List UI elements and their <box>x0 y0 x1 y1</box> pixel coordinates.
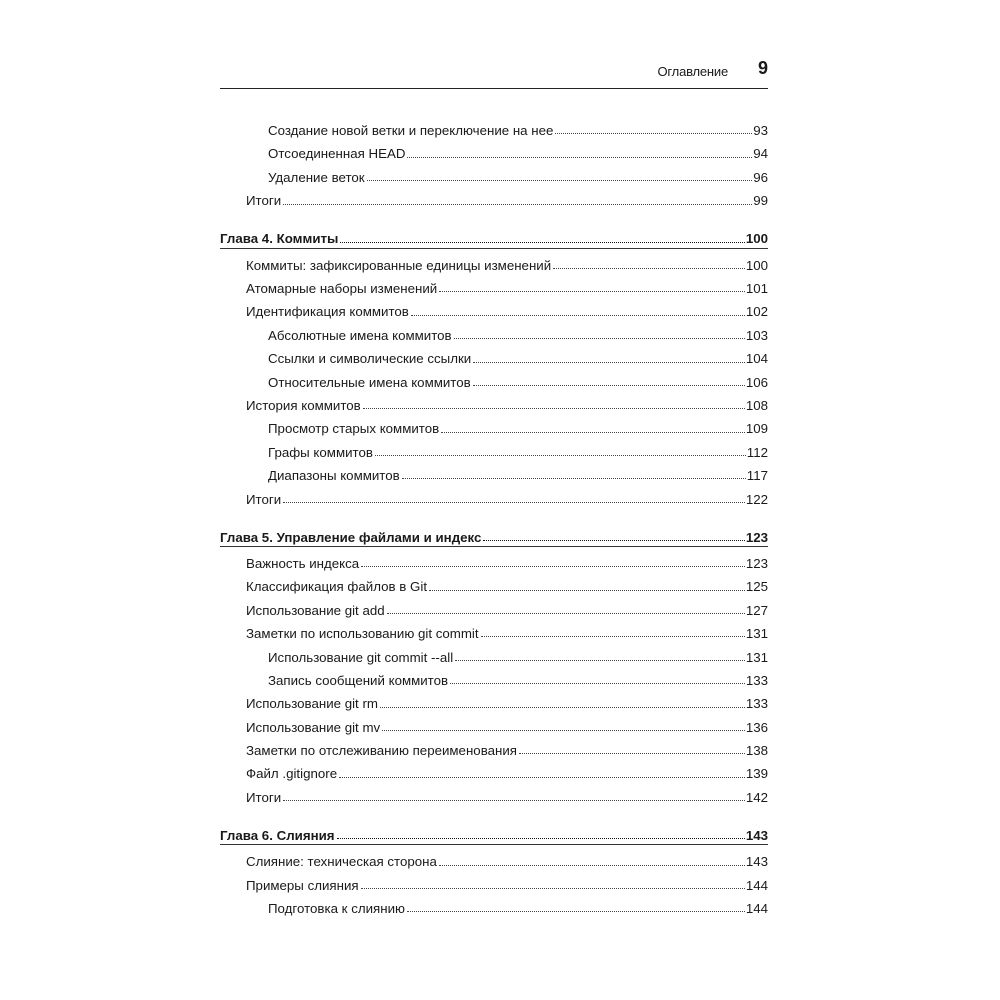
dot-leader <box>407 910 745 912</box>
dot-leader <box>473 361 745 363</box>
toc-entry-title: Итоги <box>246 491 282 507</box>
toc-entry-title: Слияние: техническая сторона <box>246 854 437 870</box>
toc-entry-page: 133 <box>745 672 768 688</box>
toc-entry-page: 93 <box>753 123 768 139</box>
toc-entry[interactable] <box>220 482 768 505</box>
toc-entry-title: Отсоединенная HEAD <box>268 146 406 162</box>
toc-entry-page: 123 <box>745 555 768 571</box>
toc-entry[interactable] <box>220 184 768 207</box>
toc-entry-title: Глава 5. Управление файлами и индекс <box>220 529 482 545</box>
dot-leader <box>553 267 745 269</box>
toc-entry-page: 103 <box>745 327 768 343</box>
toc-entry[interactable] <box>220 366 768 389</box>
dot-leader <box>411 314 745 316</box>
dot-leader <box>402 477 746 479</box>
toc-entry-page: 100 <box>745 231 768 247</box>
toc-entry-page: 100 <box>745 257 768 273</box>
toc-entry[interactable] <box>220 570 768 593</box>
toc-entry[interactable] <box>220 869 768 892</box>
toc-entry[interactable] <box>220 114 768 137</box>
toc-entry-title: Заметки по отслеживанию переименования <box>246 743 517 759</box>
toc-entry-title: Графы коммитов <box>268 444 373 460</box>
toc-entry[interactable] <box>220 640 768 663</box>
toc-entry-title: Файл .gitignore <box>246 766 338 782</box>
toc-entry-page: 133 <box>745 696 768 712</box>
toc-entry[interactable] <box>220 757 768 780</box>
dot-leader <box>380 706 745 708</box>
dot-leader <box>339 776 745 778</box>
toc-entry-title: Классификация файлов в Git <box>246 579 428 595</box>
toc-entry-page: 96 <box>753 169 768 185</box>
toc-entry-title: Использование git rm <box>246 696 378 712</box>
toc-entry-page: 131 <box>745 649 768 665</box>
toc-entry-title: Абсолютные имена коммитов <box>268 327 452 343</box>
dot-leader <box>441 431 745 433</box>
toc-entry-page: 136 <box>745 719 768 735</box>
dot-leader <box>455 659 745 661</box>
toc-entry-page: 123 <box>745 529 768 545</box>
toc-entry[interactable] <box>220 664 768 687</box>
toc-entry-page: 109 <box>745 421 768 437</box>
dot-leader <box>429 589 745 591</box>
toc-chapter[interactable] <box>220 222 768 249</box>
toc-entry-page: 106 <box>745 374 768 390</box>
toc-entry-title: Диапазоны коммитов <box>268 468 400 484</box>
toc-entry-page: 101 <box>745 281 768 297</box>
toc-entry[interactable] <box>220 319 768 342</box>
dot-leader <box>483 539 744 541</box>
toc-entry-title: Примеры слияния <box>246 877 359 893</box>
toc-entry-title: Идентификация коммитов <box>246 304 409 320</box>
dot-leader <box>283 203 752 205</box>
dot-leader <box>439 864 745 866</box>
toc-entry-page: 99 <box>753 193 768 209</box>
dot-leader <box>387 612 745 614</box>
toc-entry[interactable] <box>220 412 768 435</box>
dot-leader <box>439 290 745 292</box>
toc-entry[interactable] <box>220 137 768 160</box>
toc-entry-title: Относительные имена коммитов <box>268 374 471 390</box>
toc-entry-page: 144 <box>745 901 768 917</box>
dot-leader <box>363 407 745 409</box>
toc-entry[interactable] <box>220 161 768 184</box>
page-number: 9 <box>757 58 768 78</box>
toc-entry[interactable] <box>220 342 768 365</box>
dot-leader <box>454 337 745 339</box>
toc-entry-title: Важность индекса <box>246 555 360 571</box>
toc-entry[interactable] <box>220 295 768 318</box>
toc-entry-page: 143 <box>745 854 768 870</box>
dot-leader <box>361 565 745 567</box>
toc-entry-page: 122 <box>745 491 768 507</box>
toc-entry-page: 112 <box>746 444 768 460</box>
toc-entry[interactable] <box>220 687 768 710</box>
toc-entry[interactable] <box>220 272 768 295</box>
dot-leader <box>407 156 752 158</box>
toc-entry-page: 117 <box>746 468 768 484</box>
toc-entry[interactable] <box>220 711 768 734</box>
toc-chapter[interactable] <box>220 520 768 547</box>
toc-entry-title: Итоги <box>246 789 282 805</box>
table-of-contents <box>220 114 768 915</box>
toc-entry-title: Удаление веток <box>268 169 365 185</box>
toc-entry-page: 142 <box>745 789 768 805</box>
dot-leader <box>555 132 752 134</box>
running-header-title: Оглавление <box>657 64 728 79</box>
dot-leader <box>450 682 745 684</box>
toc-entry-title: Использование git commit --all <box>268 649 454 665</box>
toc-entry-title: Использование git add <box>246 602 385 618</box>
toc-entry-page: 102 <box>745 304 768 320</box>
toc-entry-title: Заметки по использованию git commit <box>246 626 479 642</box>
toc-entry-page: 131 <box>745 626 768 642</box>
toc-entry[interactable] <box>220 845 768 868</box>
toc-entry[interactable] <box>220 892 768 915</box>
dot-leader <box>283 799 745 801</box>
toc-entry-page: 139 <box>745 766 768 782</box>
toc-entry[interactable] <box>220 547 768 570</box>
toc-entry-title: Использование git mv <box>246 719 381 735</box>
toc-entry[interactable] <box>220 594 768 617</box>
toc-entry-page: 127 <box>745 602 768 618</box>
toc-entry-title: Атомарные наборы изменений <box>246 281 438 297</box>
dot-leader <box>473 384 745 386</box>
page-header <box>220 58 768 89</box>
toc-entry[interactable] <box>220 249 768 272</box>
toc-chapter[interactable] <box>220 818 768 845</box>
dot-leader <box>340 241 744 243</box>
toc-entry-page: 143 <box>745 827 768 843</box>
toc-entry-title: История коммитов <box>246 398 361 413</box>
dot-leader <box>283 501 745 503</box>
toc-entry[interactable] <box>220 436 768 459</box>
toc-entry[interactable] <box>220 781 768 804</box>
toc-entry[interactable] <box>220 734 768 757</box>
toc-entry-page: 144 <box>745 877 768 893</box>
toc-entry-page: 108 <box>745 398 768 413</box>
dot-leader <box>367 179 753 181</box>
dot-leader <box>361 887 745 889</box>
toc-entry-title: Просмотр старых коммитов <box>268 421 440 437</box>
toc-entry-page: 94 <box>753 146 768 162</box>
toc-entry[interactable] <box>220 389 768 412</box>
toc-entry-title: Запись сообщений коммитов <box>268 672 449 688</box>
toc-entry-title: Коммиты: зафиксированные единицы изменений <box>246 257 552 273</box>
toc-entry-page: 138 <box>745 743 768 759</box>
toc-entry[interactable] <box>220 617 768 640</box>
toc-entry-title: Ссылки и символические ссылки <box>268 351 472 367</box>
toc-entry[interactable] <box>220 459 768 482</box>
toc-entry-page: 125 <box>745 579 768 595</box>
toc-entry-title: Глава 6. Слияния <box>220 827 335 843</box>
toc-entry-title: Создание новой ветки и переключение на нее <box>268 123 554 139</box>
toc-entry-title: Глава 4. Коммиты <box>220 231 339 247</box>
dot-leader <box>519 752 745 754</box>
dot-leader <box>375 454 746 456</box>
toc-entry-title: Итоги <box>246 193 282 209</box>
dot-leader <box>337 837 745 839</box>
dot-leader <box>481 635 745 637</box>
toc-entry-title: Подготовка к слиянию <box>268 901 405 917</box>
dot-leader <box>382 729 745 731</box>
toc-entry-page: 104 <box>745 351 768 367</box>
